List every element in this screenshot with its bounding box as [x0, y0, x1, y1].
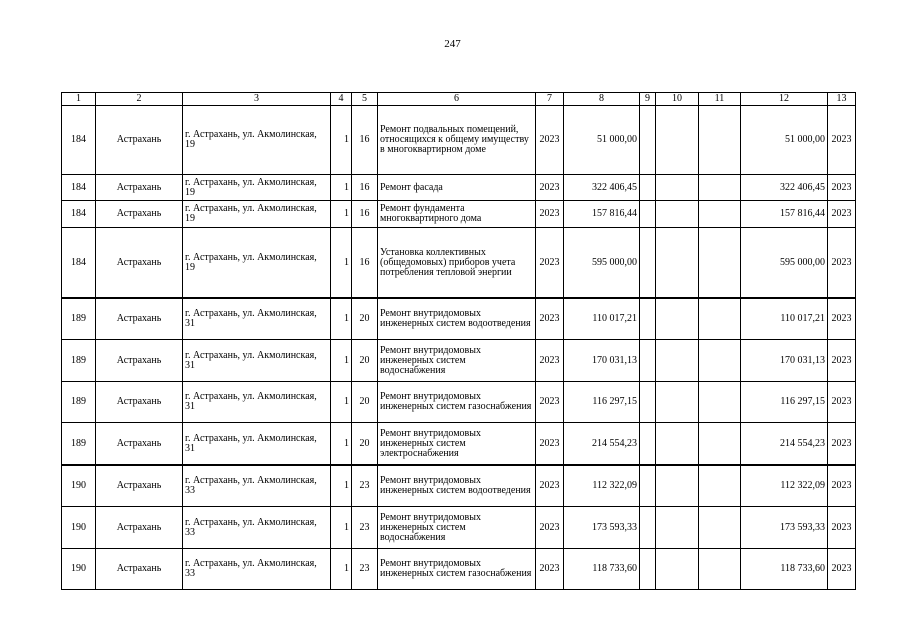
- cell-work-type: Ремонт фундамента многоквартирного дома: [378, 201, 536, 228]
- table-row: [62, 382, 856, 423]
- cell-col11: [699, 298, 741, 340]
- cell-municipality: Астрахань: [96, 549, 183, 590]
- cell-municipality: Астрахань: [96, 382, 183, 423]
- cell-work-type: Ремонт подвальных помещений, относящихся к общему имуществу в многоквартирном доме: [378, 106, 536, 175]
- cell-municipality: Астрахань: [96, 340, 183, 382]
- cell-col4: 1: [331, 106, 352, 175]
- cell-address: г. Астрахань, ул. Акмолинская, 19: [183, 175, 331, 201]
- cell-completion-year: 2023: [828, 106, 856, 175]
- cell-col10: [656, 298, 699, 340]
- cell-col5: 20: [352, 340, 378, 382]
- column-header: 6: [378, 93, 536, 106]
- table-row: [62, 423, 856, 466]
- cell-col10: [656, 507, 699, 549]
- cell-address: г. Астрахань, ул. Акмолинская, 19: [183, 228, 331, 299]
- cell-address: г. Астрахань, ул. Акмолинская, 19: [183, 106, 331, 175]
- cell-col11: [699, 201, 741, 228]
- cell-col9: [640, 423, 656, 466]
- cell-address: г. Астрахань, ул. Акмолинская, 31: [183, 382, 331, 423]
- cell-col11: [699, 382, 741, 423]
- cell-year: 2023: [536, 507, 564, 549]
- cell-address: г. Астрахань, ул. Акмолинская, 33: [183, 507, 331, 549]
- cell-completion-year: 2023: [828, 175, 856, 201]
- cell-completion-year: 2023: [828, 201, 856, 228]
- cell-number: 190: [62, 465, 96, 507]
- column-header: 7: [536, 93, 564, 106]
- cell-municipality: Астрахань: [96, 106, 183, 175]
- cell-col10: [656, 201, 699, 228]
- column-header: 4: [331, 93, 352, 106]
- cell-cost: 118 733,60: [564, 549, 640, 590]
- table-row: [62, 465, 856, 507]
- cell-col5: 20: [352, 382, 378, 423]
- cell-col10: [656, 549, 699, 590]
- cell-total: 110 017,21: [741, 298, 828, 340]
- cell-col9: [640, 465, 656, 507]
- cell-cost: 214 554,23: [564, 423, 640, 466]
- cell-total: 595 000,00: [741, 228, 828, 299]
- cell-col4: 1: [331, 201, 352, 228]
- cell-total: 51 000,00: [741, 106, 828, 175]
- cell-col4: 1: [331, 175, 352, 201]
- cell-completion-year: 2023: [828, 382, 856, 423]
- cell-col5: 20: [352, 423, 378, 466]
- cell-work-type: Ремонт внутридомовых инженерных систем водоснабжения: [378, 340, 536, 382]
- cell-municipality: Астрахань: [96, 175, 183, 201]
- cell-year: 2023: [536, 340, 564, 382]
- table-row: [62, 549, 856, 590]
- cell-year: 2023: [536, 201, 564, 228]
- table-row: [62, 201, 856, 228]
- column-header: 10: [656, 93, 699, 106]
- cell-col4: 1: [331, 465, 352, 507]
- cell-year: 2023: [536, 423, 564, 466]
- cell-number: 184: [62, 175, 96, 201]
- cell-cost: 110 017,21: [564, 298, 640, 340]
- cell-completion-year: 2023: [828, 298, 856, 340]
- cell-completion-year: 2023: [828, 228, 856, 299]
- cell-cost: 170 031,13: [564, 340, 640, 382]
- cell-col11: [699, 549, 741, 590]
- cell-col10: [656, 382, 699, 423]
- cell-col10: [656, 175, 699, 201]
- cell-year: 2023: [536, 465, 564, 507]
- cell-col4: 1: [331, 298, 352, 340]
- column-header: 1: [62, 93, 96, 106]
- table-row: [62, 106, 856, 175]
- cell-col5: 20: [352, 298, 378, 340]
- cell-work-type: Ремонт фасада: [378, 175, 536, 201]
- cell-completion-year: 2023: [828, 507, 856, 549]
- cell-col5: 23: [352, 465, 378, 507]
- cell-col11: [699, 340, 741, 382]
- cell-work-type: Ремонт внутридомовых инженерных систем газоснабжения: [378, 382, 536, 423]
- cell-total: 173 593,33: [741, 507, 828, 549]
- cell-col10: [656, 106, 699, 175]
- cell-col11: [699, 175, 741, 201]
- cell-completion-year: 2023: [828, 549, 856, 590]
- cell-year: 2023: [536, 175, 564, 201]
- column-header: 8: [564, 93, 640, 106]
- cell-col5: 16: [352, 201, 378, 228]
- cell-work-type: Установка коллективных (общедомовых) приборов учета потребления тепловой энергии: [378, 228, 536, 299]
- cell-number: 184: [62, 228, 96, 299]
- cell-col11: [699, 465, 741, 507]
- cell-number: 190: [62, 549, 96, 590]
- cell-year: 2023: [536, 382, 564, 423]
- cell-col5: 16: [352, 175, 378, 201]
- cell-col5: 16: [352, 228, 378, 299]
- cell-cost: 595 000,00: [564, 228, 640, 299]
- cell-total: 116 297,15: [741, 382, 828, 423]
- cell-municipality: Астрахань: [96, 465, 183, 507]
- cell-col11: [699, 423, 741, 466]
- cell-municipality: Астрахань: [96, 228, 183, 299]
- cell-year: 2023: [536, 106, 564, 175]
- cell-total: 322 406,45: [741, 175, 828, 201]
- cell-municipality: Астрахань: [96, 507, 183, 549]
- cell-total: 118 733,60: [741, 549, 828, 590]
- cell-year: 2023: [536, 298, 564, 340]
- cell-completion-year: 2023: [828, 340, 856, 382]
- cell-col4: 1: [331, 340, 352, 382]
- cell-number: 189: [62, 423, 96, 466]
- cell-municipality: Астрахань: [96, 423, 183, 466]
- cell-col11: [699, 507, 741, 549]
- cell-address: г. Астрахань, ул. Акмолинская, 31: [183, 423, 331, 466]
- table-row: [62, 298, 856, 340]
- cell-number: 189: [62, 382, 96, 423]
- column-header: 3: [183, 93, 331, 106]
- cell-total: 170 031,13: [741, 340, 828, 382]
- column-header: 11: [699, 93, 741, 106]
- cell-col10: [656, 340, 699, 382]
- cell-work-type: Ремонт внутридомовых инженерных систем водоснабжения: [378, 507, 536, 549]
- cell-cost: 322 406,45: [564, 175, 640, 201]
- cell-col9: [640, 228, 656, 299]
- cell-work-type: Ремонт внутридомовых инженерных систем водоотведения: [378, 465, 536, 507]
- cell-col4: 1: [331, 423, 352, 466]
- cell-col10: [656, 465, 699, 507]
- cell-col9: [640, 507, 656, 549]
- cell-col5: 23: [352, 507, 378, 549]
- cell-year: 2023: [536, 228, 564, 299]
- cell-cost: 173 593,33: [564, 507, 640, 549]
- column-header: 5: [352, 93, 378, 106]
- cell-col4: 1: [331, 507, 352, 549]
- cell-cost: 116 297,15: [564, 382, 640, 423]
- cell-address: г. Астрахань, ул. Акмолинская, 31: [183, 298, 331, 340]
- cell-cost: 112 322,09: [564, 465, 640, 507]
- column-header: 2: [96, 93, 183, 106]
- column-header: 12: [741, 93, 828, 106]
- cell-col11: [699, 106, 741, 175]
- cell-col9: [640, 549, 656, 590]
- cell-number: 184: [62, 201, 96, 228]
- cell-total: 157 816,44: [741, 201, 828, 228]
- cell-col5: 16: [352, 106, 378, 175]
- table-row: [62, 228, 856, 299]
- cell-number: 190: [62, 507, 96, 549]
- cell-col4: 1: [331, 549, 352, 590]
- cell-address: г. Астрахань, ул. Акмолинская, 33: [183, 465, 331, 507]
- cell-total: 112 322,09: [741, 465, 828, 507]
- table-row: [62, 340, 856, 382]
- cell-cost: 51 000,00: [564, 106, 640, 175]
- cell-number: 189: [62, 340, 96, 382]
- cell-work-type: Ремонт внутридомовых инженерных систем газоснабжения: [378, 549, 536, 590]
- page-number: 247: [444, 38, 461, 50]
- cell-col9: [640, 298, 656, 340]
- works-register-table: [61, 92, 856, 590]
- cell-col5: 23: [352, 549, 378, 590]
- cell-work-type: Ремонт внутридомовых инженерных систем водоотведения: [378, 298, 536, 340]
- column-header: 9: [640, 93, 656, 106]
- cell-address: г. Астрахань, ул. Акмолинская, 33: [183, 549, 331, 590]
- cell-col4: 1: [331, 382, 352, 423]
- cell-number: 189: [62, 298, 96, 340]
- table-row: [62, 175, 856, 201]
- cell-col10: [656, 228, 699, 299]
- table-row: [62, 507, 856, 549]
- cell-completion-year: 2023: [828, 465, 856, 507]
- cell-completion-year: 2023: [828, 423, 856, 466]
- cell-col9: [640, 106, 656, 175]
- cell-col11: [699, 228, 741, 299]
- cell-col10: [656, 423, 699, 466]
- column-number-header-row: [62, 93, 856, 106]
- cell-cost: 157 816,44: [564, 201, 640, 228]
- column-header: 13: [828, 93, 856, 106]
- cell-municipality: Астрахань: [96, 201, 183, 228]
- cell-number: 184: [62, 106, 96, 175]
- cell-work-type: Ремонт внутридомовых инженерных систем электроснабжения: [378, 423, 536, 466]
- cell-col4: 1: [331, 228, 352, 299]
- cell-year: 2023: [536, 549, 564, 590]
- cell-address: г. Астрахань, ул. Акмолинская, 19: [183, 201, 331, 228]
- cell-col9: [640, 382, 656, 423]
- cell-col9: [640, 175, 656, 201]
- cell-municipality: Астрахань: [96, 298, 183, 340]
- cell-address: г. Астрахань, ул. Акмолинская, 31: [183, 340, 331, 382]
- cell-col9: [640, 201, 656, 228]
- cell-col9: [640, 340, 656, 382]
- cell-total: 214 554,23: [741, 423, 828, 466]
